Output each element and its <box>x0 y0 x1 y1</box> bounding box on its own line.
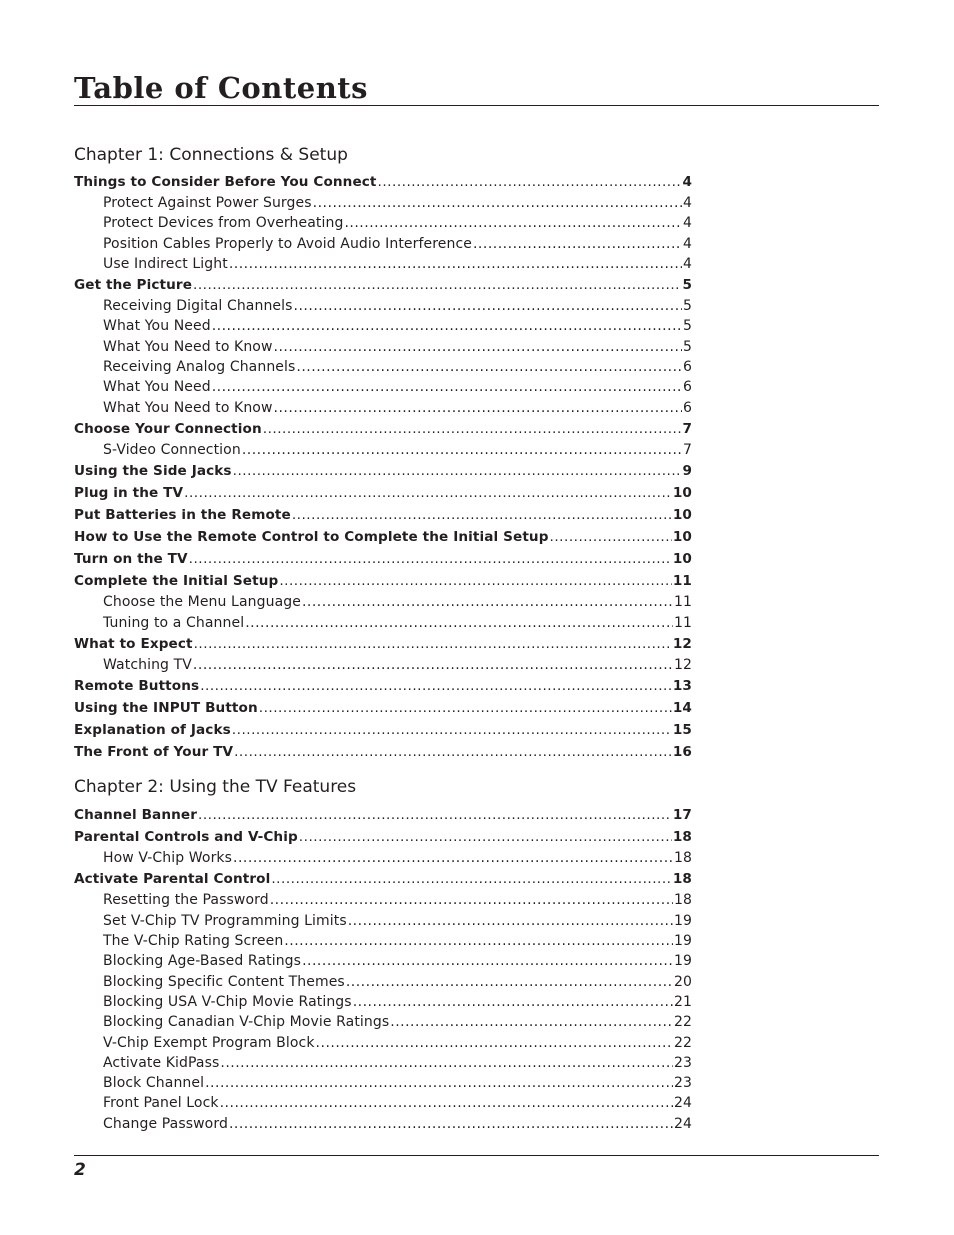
toc-entry[interactable] <box>74 171 692 193</box>
toc-subentry[interactable] <box>74 357 692 377</box>
toc-entry-label: Using the INPUT Button <box>74 700 258 717</box>
toc-entry-label: Receiving Analog Channels <box>103 359 296 376</box>
footer-rule <box>74 1155 879 1156</box>
toc-subentry[interactable] <box>74 613 692 633</box>
toc-entry-label: Watching TV <box>103 656 192 673</box>
toc-entry-page: 23 <box>673 1075 692 1092</box>
toc-entry-page: 17 <box>672 807 692 824</box>
dot-leader <box>233 460 682 482</box>
toc-entry-page: 15 <box>672 722 692 739</box>
toc-entry-page: 19 <box>673 912 692 929</box>
dot-leader <box>263 418 682 440</box>
toc-entry-page: 4 <box>682 235 692 252</box>
toc-subentry[interactable] <box>74 911 692 931</box>
dot-leader <box>193 274 681 296</box>
toc-entry-label: Turn on the TV <box>74 551 188 568</box>
toc-entry-label: Blocking USA V-Chip Movie Ratings <box>103 993 352 1010</box>
dot-leader <box>234 741 672 763</box>
toc-subentry[interactable] <box>74 1093 692 1113</box>
toc-entry[interactable] <box>74 675 692 697</box>
toc-entry-page: 7 <box>682 420 692 437</box>
chapter-heading: Chapter 1: Connections & Setup <box>74 145 348 165</box>
toc-entry[interactable] <box>74 482 692 504</box>
dot-leader <box>313 193 682 213</box>
dot-leader <box>299 826 672 848</box>
toc-entry-label: What You Need <box>103 379 211 396</box>
dot-leader <box>344 213 682 233</box>
toc-subentry[interactable] <box>74 316 692 336</box>
dot-leader <box>245 613 673 633</box>
toc-entry-label: What to Expect <box>74 635 193 652</box>
toc-entry-page: 24 <box>673 1095 692 1112</box>
toc-entry-label: What You Need to Know <box>103 338 273 355</box>
toc-entry-label: Front Panel Lock <box>103 1095 219 1112</box>
toc-subentry[interactable] <box>74 1114 692 1134</box>
dot-leader <box>390 1012 673 1032</box>
dot-leader <box>284 931 673 951</box>
toc-entry-page: 9 <box>682 463 692 480</box>
dot-leader <box>193 655 673 675</box>
dot-leader <box>274 337 682 357</box>
dot-leader <box>348 911 673 931</box>
toc-entry-page: 10 <box>672 551 692 568</box>
toc-entry-label: How V-Chip Works <box>103 850 233 867</box>
dot-leader <box>259 697 672 719</box>
dot-leader <box>473 234 682 254</box>
toc-entry-label: Blocking Specific Content Themes <box>103 973 345 990</box>
toc-entry-page: 10 <box>672 485 692 502</box>
toc-subentry[interactable] <box>74 848 692 868</box>
toc-entry[interactable] <box>74 697 692 719</box>
toc-entry[interactable] <box>74 460 692 482</box>
toc-entry[interactable] <box>74 526 692 548</box>
toc-entry-page: 7 <box>682 441 692 458</box>
toc-entry-label: Complete the Initial Setup <box>74 573 279 590</box>
toc-entry-label: Blocking Age-Based Ratings <box>103 953 302 970</box>
toc-entry-page: 4 <box>682 195 692 211</box>
toc-entry-page: 10 <box>672 529 692 546</box>
toc-entry-page: 21 <box>673 993 692 1010</box>
dot-leader <box>189 548 672 570</box>
toc-entry-page: 6 <box>682 379 692 396</box>
dot-leader <box>378 171 682 193</box>
toc-subentry[interactable] <box>74 440 692 460</box>
toc-subentry[interactable] <box>74 1073 692 1093</box>
toc-entry-label: Protect Against Power Surges <box>103 195 312 211</box>
toc-entry-label: Parental Controls and V-Chip <box>74 829 298 846</box>
toc-entry-label: Protect Devices from Overheating <box>103 215 344 232</box>
table-of-contents <box>74 140 692 1134</box>
toc-subentry[interactable] <box>74 592 692 612</box>
toc-entry-page: 18 <box>672 871 692 888</box>
toc-entry-page: 13 <box>672 678 692 695</box>
dot-leader <box>316 1033 673 1053</box>
toc-entry-page: 18 <box>673 892 692 909</box>
toc-entry[interactable] <box>74 719 692 741</box>
toc-entry-label: Position Cables Properly to Avoid Audio Interference <box>103 235 472 252</box>
toc-entry[interactable] <box>74 274 692 296</box>
toc-entry-page: 5 <box>682 277 692 294</box>
toc-entry-label: Channel Banner <box>74 807 198 824</box>
toc-entry-page: 19 <box>673 933 692 950</box>
toc-entry[interactable] <box>74 633 692 655</box>
toc-entry-page: 10 <box>672 507 692 524</box>
dot-leader <box>200 675 672 697</box>
toc-entry[interactable] <box>74 826 692 848</box>
toc-entry[interactable] <box>74 741 692 763</box>
toc-entry-label: Use Indirect Light <box>103 255 228 272</box>
toc-entry-page: 14 <box>672 700 692 717</box>
dot-leader <box>220 1093 673 1113</box>
toc-entry-page: 16 <box>672 744 692 761</box>
toc-entry-page: 6 <box>682 399 692 416</box>
dot-leader <box>212 377 682 397</box>
toc-entry-page: 22 <box>673 1014 692 1031</box>
toc-entry-label: Using the Side Jacks <box>74 463 232 480</box>
toc-entry-page: 11 <box>672 573 692 590</box>
dot-leader <box>229 1114 673 1134</box>
toc-entry-label: Resetting the Password <box>103 892 269 909</box>
toc-subentry[interactable] <box>74 337 692 357</box>
toc-entry-label: Change Password <box>103 1115 228 1132</box>
toc-entry-label: Block Channel <box>103 1075 205 1092</box>
toc-entry-label: Tuning to a Channel <box>103 614 245 631</box>
toc-subentry[interactable] <box>74 296 692 316</box>
toc-entry-page: 5 <box>682 298 692 315</box>
toc-entry-page: 6 <box>682 359 692 376</box>
toc-subentry[interactable] <box>74 254 692 274</box>
toc-entry-label: Put Batteries in the Remote <box>74 507 291 524</box>
dot-leader <box>279 570 672 592</box>
toc-entry-page: 23 <box>673 1054 692 1071</box>
title-rule <box>74 105 879 106</box>
page-number: 2 <box>74 1160 86 1180</box>
toc-entry-page: 20 <box>673 973 692 990</box>
toc-entry-label: Remote Buttons <box>74 678 200 695</box>
dot-leader <box>198 804 672 826</box>
dot-leader <box>296 357 682 377</box>
toc-entry-page: 5 <box>682 338 692 355</box>
dot-leader <box>274 398 682 418</box>
toc-entry-label: Things to Consider Before You Connect <box>74 174 377 190</box>
toc-entry-label: Activate Parental Control <box>74 871 271 888</box>
toc-entry-page: 24 <box>673 1115 692 1132</box>
dot-leader <box>212 316 682 336</box>
toc-entry-page: 4 <box>682 255 692 272</box>
toc-subentry[interactable] <box>74 234 692 254</box>
dot-leader <box>302 592 673 612</box>
toc-entry-label: Explanation of Jacks <box>74 722 231 739</box>
dot-leader <box>242 440 682 460</box>
toc-entry-label: Blocking Canadian V-Chip Movie Ratings <box>103 1014 390 1031</box>
toc-entry-label: How to Use the Remote Control to Complete the Initial Setup <box>74 529 549 546</box>
toc-entry-page: 12 <box>673 656 692 673</box>
page-title: Table of Contents <box>74 71 369 105</box>
toc-entry[interactable] <box>74 548 692 570</box>
toc-subentry[interactable] <box>74 213 692 233</box>
toc-entry-label: Get the Picture <box>74 277 193 294</box>
toc-entry-label: The Front of Your TV <box>74 744 234 761</box>
dot-leader <box>353 992 673 1012</box>
toc-subentry[interactable] <box>74 951 692 971</box>
toc-entry-page: 4 <box>682 174 692 190</box>
toc-entry[interactable] <box>74 804 692 826</box>
toc-entry-page: 18 <box>672 829 692 846</box>
toc-entry-label: Set V-Chip TV Programming Limits <box>103 912 347 929</box>
toc-entry[interactable] <box>74 418 692 440</box>
toc-subentry[interactable] <box>74 992 692 1012</box>
toc-entry-label: Choose the Menu Language <box>103 594 301 611</box>
toc-subentry[interactable] <box>74 1053 692 1073</box>
toc-entry-page: 5 <box>682 318 692 335</box>
dot-leader <box>229 254 682 274</box>
toc-subentry[interactable] <box>74 655 692 675</box>
toc-entry-label: Receiving Digital Channels <box>103 298 293 315</box>
toc-entry-label: V-Chip Exempt Program Block <box>103 1034 315 1051</box>
toc-entry-label: What You Need to Know <box>103 399 273 416</box>
toc-entry-page: 12 <box>672 635 692 652</box>
toc-entry-label: Choose Your Connection <box>74 420 262 437</box>
toc-entry-page: 19 <box>673 953 692 970</box>
toc-subentry[interactable] <box>74 1012 692 1032</box>
toc-subentry[interactable] <box>74 931 692 951</box>
dot-leader <box>232 719 672 741</box>
toc-subentry[interactable] <box>74 377 692 397</box>
dot-leader <box>271 868 672 890</box>
toc-entry-label: Plug in the TV <box>74 485 184 502</box>
toc-entry-page: 4 <box>682 215 692 232</box>
toc-entry-label: Activate KidPass <box>103 1054 220 1071</box>
toc-entry[interactable] <box>74 868 692 890</box>
toc-subentry[interactable] <box>74 398 692 418</box>
toc-entry-page: 11 <box>673 614 692 631</box>
dot-leader <box>184 482 672 504</box>
chapter-heading: Chapter 2: Using the TV Features <box>74 777 357 798</box>
toc-subentry[interactable] <box>74 193 692 213</box>
toc-subentry[interactable] <box>74 972 692 992</box>
dot-leader <box>302 951 673 971</box>
toc-entry-page: 18 <box>673 850 692 867</box>
dot-leader <box>270 890 673 910</box>
dot-leader <box>292 504 672 526</box>
toc-entry-label: S-Video Connection <box>103 441 241 458</box>
toc-entry-label: What You Need <box>103 318 211 335</box>
dot-leader <box>294 296 682 316</box>
toc-entry[interactable] <box>74 504 692 526</box>
dot-leader <box>194 633 672 655</box>
toc-subentry[interactable] <box>74 890 692 910</box>
toc-entry-page: 11 <box>673 594 692 611</box>
toc-subentry[interactable] <box>74 1033 692 1053</box>
toc-entry[interactable] <box>74 570 692 592</box>
toc-entry-page: 22 <box>673 1034 692 1051</box>
dot-leader <box>220 1053 673 1073</box>
dot-leader <box>205 1073 673 1093</box>
dot-leader <box>233 848 673 868</box>
dot-leader <box>346 972 673 992</box>
dot-leader <box>550 526 672 548</box>
toc-entry-label: The V-Chip Rating Screen <box>103 933 284 950</box>
